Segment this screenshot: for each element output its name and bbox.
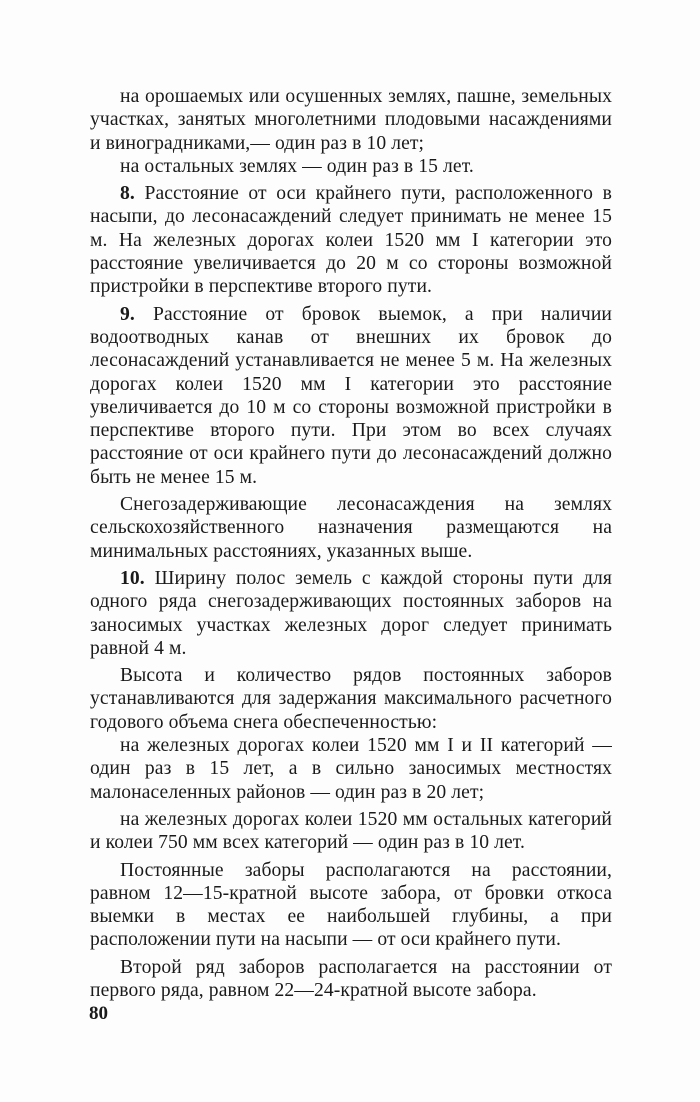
paragraph: [90, 664, 612, 734]
paragraph-text: Расстояние от оси крайнего пути, расположенного в насыпи, до лесонасаждений следует принимать не менее 15 м. На железных дорогах колеи 1520 мм I категории это расстояние увеличивается до 20 м со стороны возможной пристройки в перспективе второго пути.: [90, 183, 612, 298]
paragraph-text: Снегозадерживающие лесонасаждения на землях сельскохозяйственного назначения размещаются на минимальных расстояниях, указанных выше.: [90, 494, 612, 562]
paragraph-text: на железных дорогах колеи 1520 мм I и II категорий — один раз в 15 лет, а в сильно заносимых местностях малонаселенных районов — один раз в 20 лет;: [90, 735, 612, 803]
paragraph-text: Второй ряд заборов располагается на расстоянии от первого ряда, равном 22—24-кратной высоте забора.: [90, 956, 612, 1001]
paragraph-text: на орошаемых или осушенных землях, пашне, земельных участках, занятых многолетними плодовыми насаждениями и виноградниками,— один раз в 10 лет;: [90, 86, 612, 154]
paragraph-text: Расстояние от бровок выемок, а при наличии водоотводных канав от внешних их бровок до лесонасаждений устанавливается не менее 5 м. На железных дорогах колеи 1520 мм I категории это расстояние увеличивается до 10 м со стороны возможной пристройки в перспективе второго пути. При этом во всех случаях расстояние от оси крайнего пути до лесонасаждений должно быть не менее 15 м.: [90, 303, 612, 488]
paragraph: [90, 155, 612, 178]
page-number: 80: [89, 1003, 108, 1024]
paragraph: [90, 956, 612, 1003]
paragraph-text: на железных дорогах колеи 1520 мм остальных категорий и колеи 750 мм всех категорий — один раз в 10 лет.: [90, 808, 612, 854]
paragraph-text: на остальных землях — один раз в 15 лет.: [120, 155, 474, 177]
paragraph: [90, 85, 612, 155]
item-number: 8.: [120, 183, 135, 205]
paragraph: [90, 808, 612, 855]
paragraph-item-9: [90, 303, 612, 489]
paragraph-text: Постоянные заборы располагаются на расстоянии, равном 12—15-кратной высоте забора, от бровки откоса выемки в местах ее наибольшей глубины, а при расположении пути на насыпи — от оси крайнего пути.: [90, 859, 612, 951]
paragraph-item-10: [90, 567, 612, 660]
paragraph-text: Высота и количество рядов постоянных заборов устанавливаются для задержания максимального расчетного годового объема снега обеспеченностью:: [90, 665, 612, 733]
body-text: [90, 85, 612, 1002]
paragraph: [90, 493, 612, 563]
paragraph-text: Ширину полос земель с каждой стороны пути для одного ряда снегозадерживающих постоянных заборов на заносимых участках железных дорог следует принимать равной 4 м.: [90, 567, 612, 659]
paragraph: [90, 734, 612, 804]
paragraph: [90, 859, 612, 952]
paragraph-item-8: [90, 182, 612, 298]
item-number: 9.: [120, 303, 135, 325]
item-number: 10.: [120, 567, 145, 589]
